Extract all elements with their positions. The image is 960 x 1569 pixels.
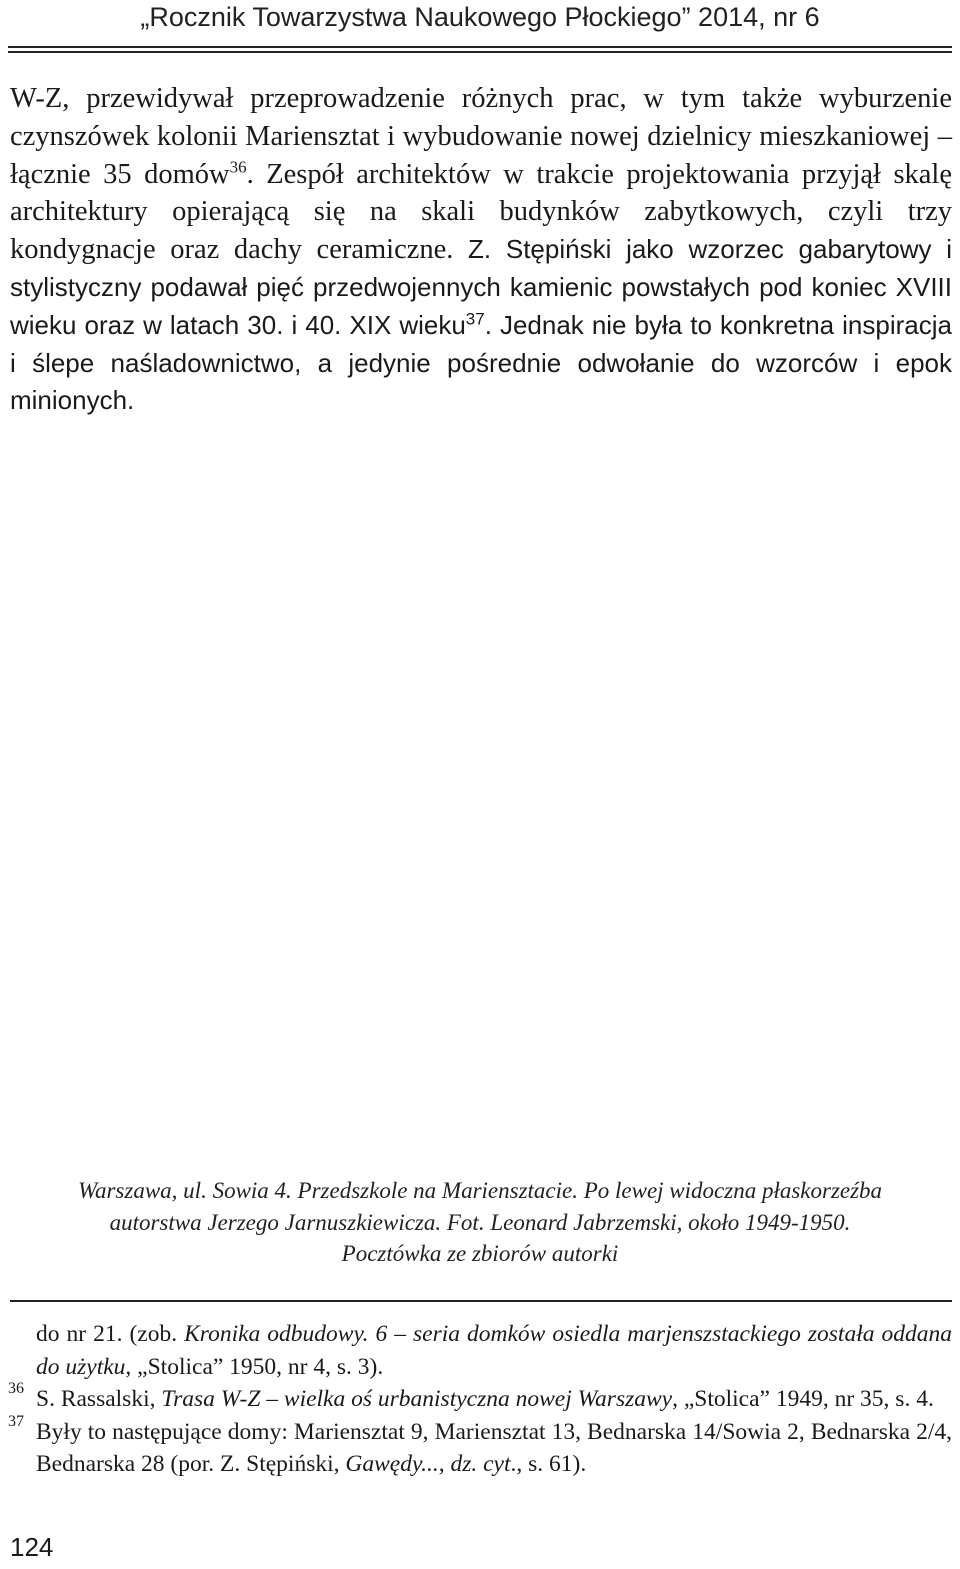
footnotes — [10, 1318, 952, 1481]
footnote-ref-37[interactable]: 37 — [465, 309, 485, 329]
paragraph-1: W-Z, przewidywał przeprowadzenie różnych prac, w tym także wyburzenie czynszówek kolonii Mariensztat i wybudowanie nowej dzielnicy mieszkaniowej – łącznie 35 domów$^{36}$. Zespół architektów w trakcie projektowania przyjął skalę architektury opierającą się na skali budynków zabytkowych, czyli trzy kondygnacje oraz dachy ceramiczne. — [10, 83, 952, 266]
footnote-continuation: do nr 21. (zob. Kronika odbudowy. 6 – seria domków osiedla marjenszstackiego została oddana do użytku, „Stolica” 1950, nr 4, s. 3). — [36, 1321, 952, 1380]
caption-line-3: Pocztówka ze zbiorów autorki — [341, 1241, 619, 1266]
page-number: 124 — [10, 1532, 54, 1562]
caption-line-1: Warszawa, ul. Sowia 4. Przedszkole na Mariensztacie. Po lewej widoczna płaskorzeźba — [77, 1178, 883, 1203]
running-header: „Rocznik Towarzystwa Naukowego Płockiego” 2014, nr 6 — [140, 2, 820, 32]
footnote-number: 37 — [8, 1412, 24, 1430]
photo-caption — [0, 1175, 960, 1270]
footnote-separator — [10, 1300, 952, 1302]
paragraph-2: Z. Stępiński jako wzorzec gabarytowy i stylistyczny podawał pięć przedwojennych kamienic powstałych pod koniec XVIII wieku oraz w latach 30. i 40. XIX wieku$^{37}$. Jednak nie była to konkretna inspiracja i ślepe naśladownictwo, a jedynie pośrednie odwołanie do wzorców i epok minionych. — [10, 234, 952, 416]
body-text — [10, 80, 952, 420]
footnote-36: 36 S. Rassalski, Trasa W-Z – wielka oś urbanistyczna nowej Warszawy, „Stolica” 1949, nr 35, s. 4. — [10, 1383, 952, 1416]
footnote-ref-36[interactable]: 36 — [229, 157, 247, 177]
caption-line-2: autorstwa Jerzego Jarnuszkiewicza. Fot. Leonard Jabrzemski, około 1949-1950. — [109, 1209, 851, 1235]
footnote-37: 37 Były to następujące domy: Mariensztat 9, Mariensztat 13, Bednarska 14/Sowia 2, Bednarska 2/4, Bednarska 28 (por. Z. Stępiński, Gawędy..., dz. cyt., s. 61). — [10, 1416, 952, 1481]
footnote-number: 36 — [8, 1380, 24, 1397]
header-rule — [8, 46, 952, 48]
header-rule-second — [8, 51, 952, 53]
